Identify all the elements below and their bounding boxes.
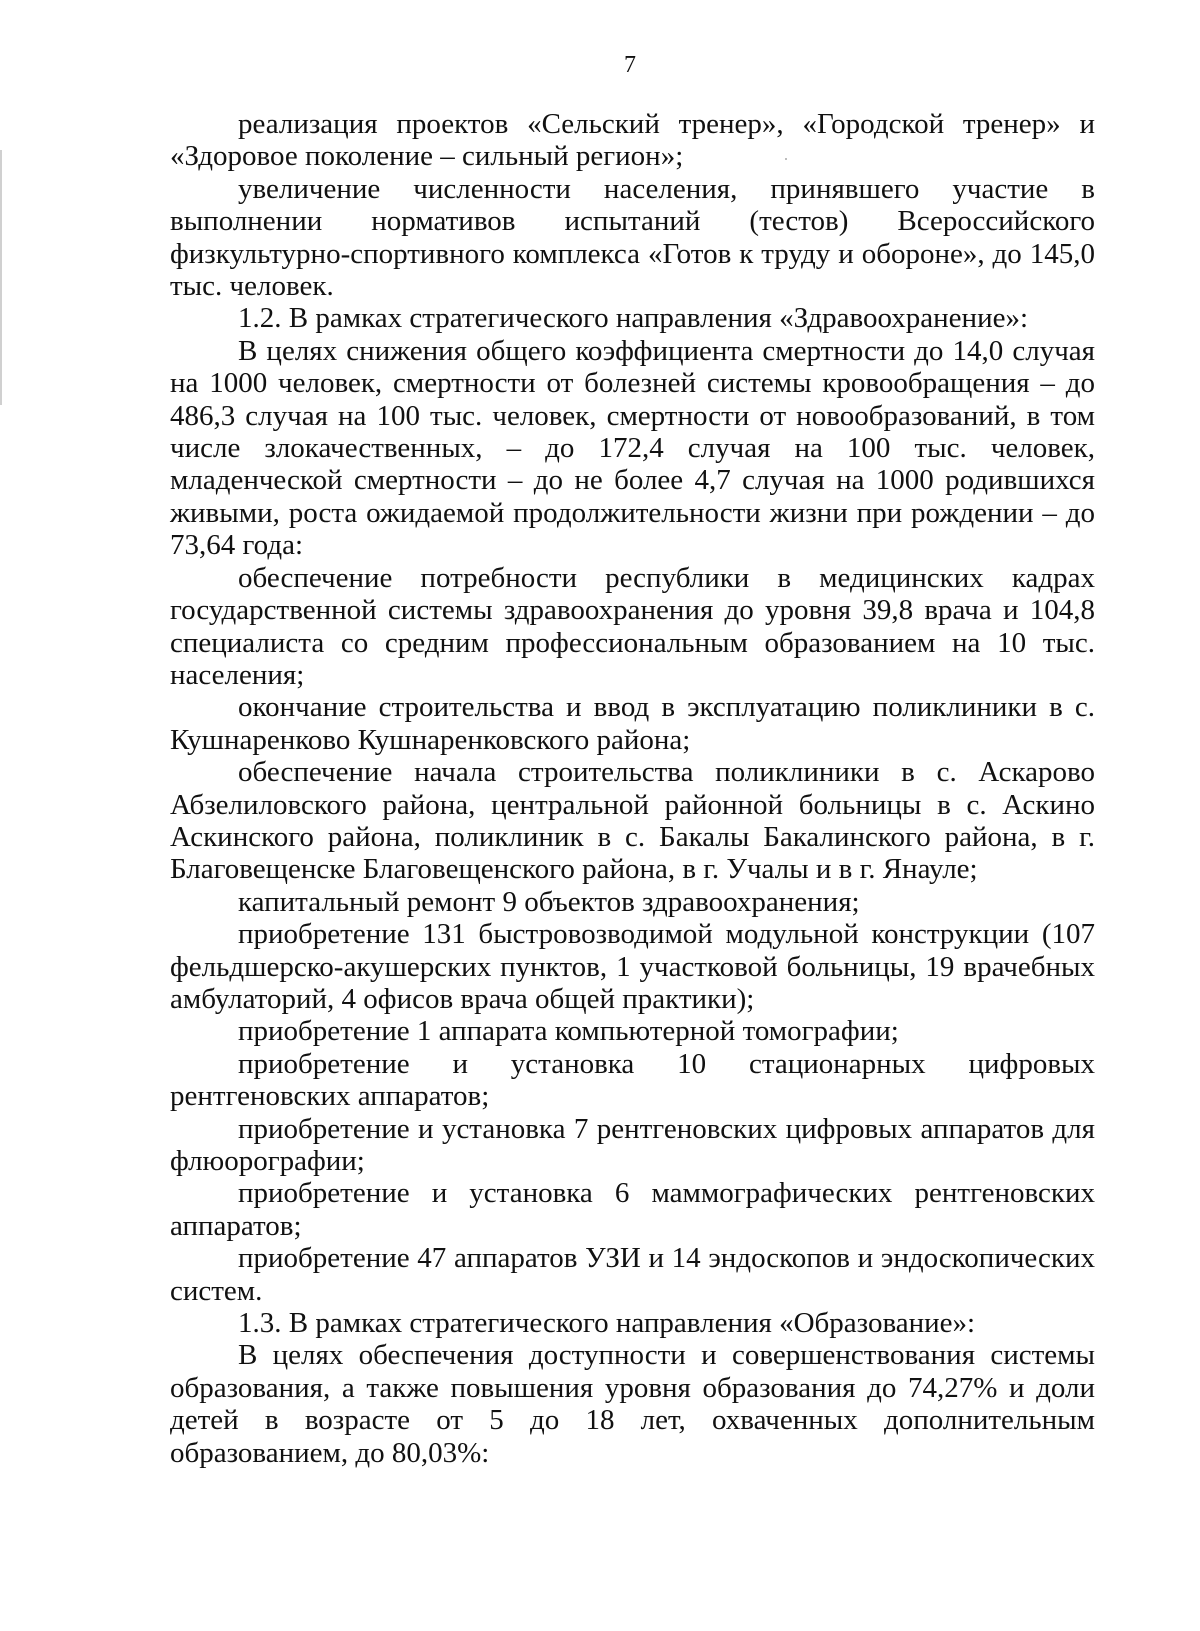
page-number: 7 [624,52,636,78]
paragraph-1: реализация проектов «Сельский тренер», «Городской тренер» и «Здоровое поколение – сильный регион»; [170,108,1095,173]
paragraph-5: обеспечение потребности республики в медицинских кадрах государственной системы здравоохранения до уровня 39,8 врача и 104,8 специалиста со средним профессиональным образованием на 10 тыс. населения; [170,561,1095,691]
paragraph-11: приобретение и установка 10 стационарных цифровых рентгеновских аппаратов; [170,1047,1095,1113]
paragraph-4: В целях снижения общего коэффициента смертности до 14,0 случая на 1000 человек, смертности от болезней системы кровообращения – до 486,3 случая на 100 тыс. человек, смертности от новообразований, в том числе злокачественных, – до 172,4 случая на 100 тыс. человек, младенческой смертности – до не более 4,7 случая на 1000 родившихся живыми, роста ожидаемой продолжительности жизни при рождении – до 73,64 года: [170,334,1095,562]
scan-edge-mark [0,150,2,405]
paragraph-6: окончание строительства и ввод в эксплуатацию поликлиники в с. Кушнаренково Кушнаренковского района; [170,691,1095,756]
paragraph-2: увеличение численности населения, принявшего участие в выполнении нормативов испытаний (тестов) Всероссийского физкультурно-спортивного комплекса «Готов к труду и обороне», до 145,0 тыс. человек. [170,172,1095,303]
paragraph-16: В целях обеспечения доступности и совершенствования системы образования, а также повышения уровня образования до 74,27% и доли детей в возрасте от 5 до 18 лет, охваченных дополнительным образованием, до 80,03%: [170,1339,1095,1469]
paragraph-8: капитальный ремонт 9 объектов здравоохранения; [238,885,860,918]
paragraph-15: 1.3. В рамках стратегического направления «Образование»: [238,1307,976,1340]
paragraph-13: приобретение и установка 6 маммографических рентгеновских аппаратов; [170,1177,1095,1242]
paragraph-7: обеспечение начала строительства поликлиники в с. Аскарово Абзелиловского района, центральной районной больницы в с. Аскино Аскинского района, поликлиник в с. Бакалы Бакалинского района, в г. Благовещенске Благовещенского района, в г. Учалы и в г. Янауле; [170,756,1095,886]
paragraph-9: приобретение 131 быстровозводимой модульной конструкции (107 фельдшерско-акушерских пунктов, 1 участковой больницы, 19 врачебных амбулаторий, 4 офисов врача общей практики); [170,918,1095,1015]
paragraph-10: приобретение 1 аппарата компьютерной томографии; [238,1015,899,1048]
paragraph-3: 1.2. В рамках стратегического направления «Здравоохранение»: [238,302,1029,335]
document-body [170,108,1095,1469]
paragraph-14: приобретение 47 аппаратов УЗИ и 14 эндоскопов и эндоскопических систем. [170,1242,1095,1307]
paragraph-12: приобретение и установка 7 рентгеновских цифровых аппаратов для флюорографии; [170,1112,1095,1177]
